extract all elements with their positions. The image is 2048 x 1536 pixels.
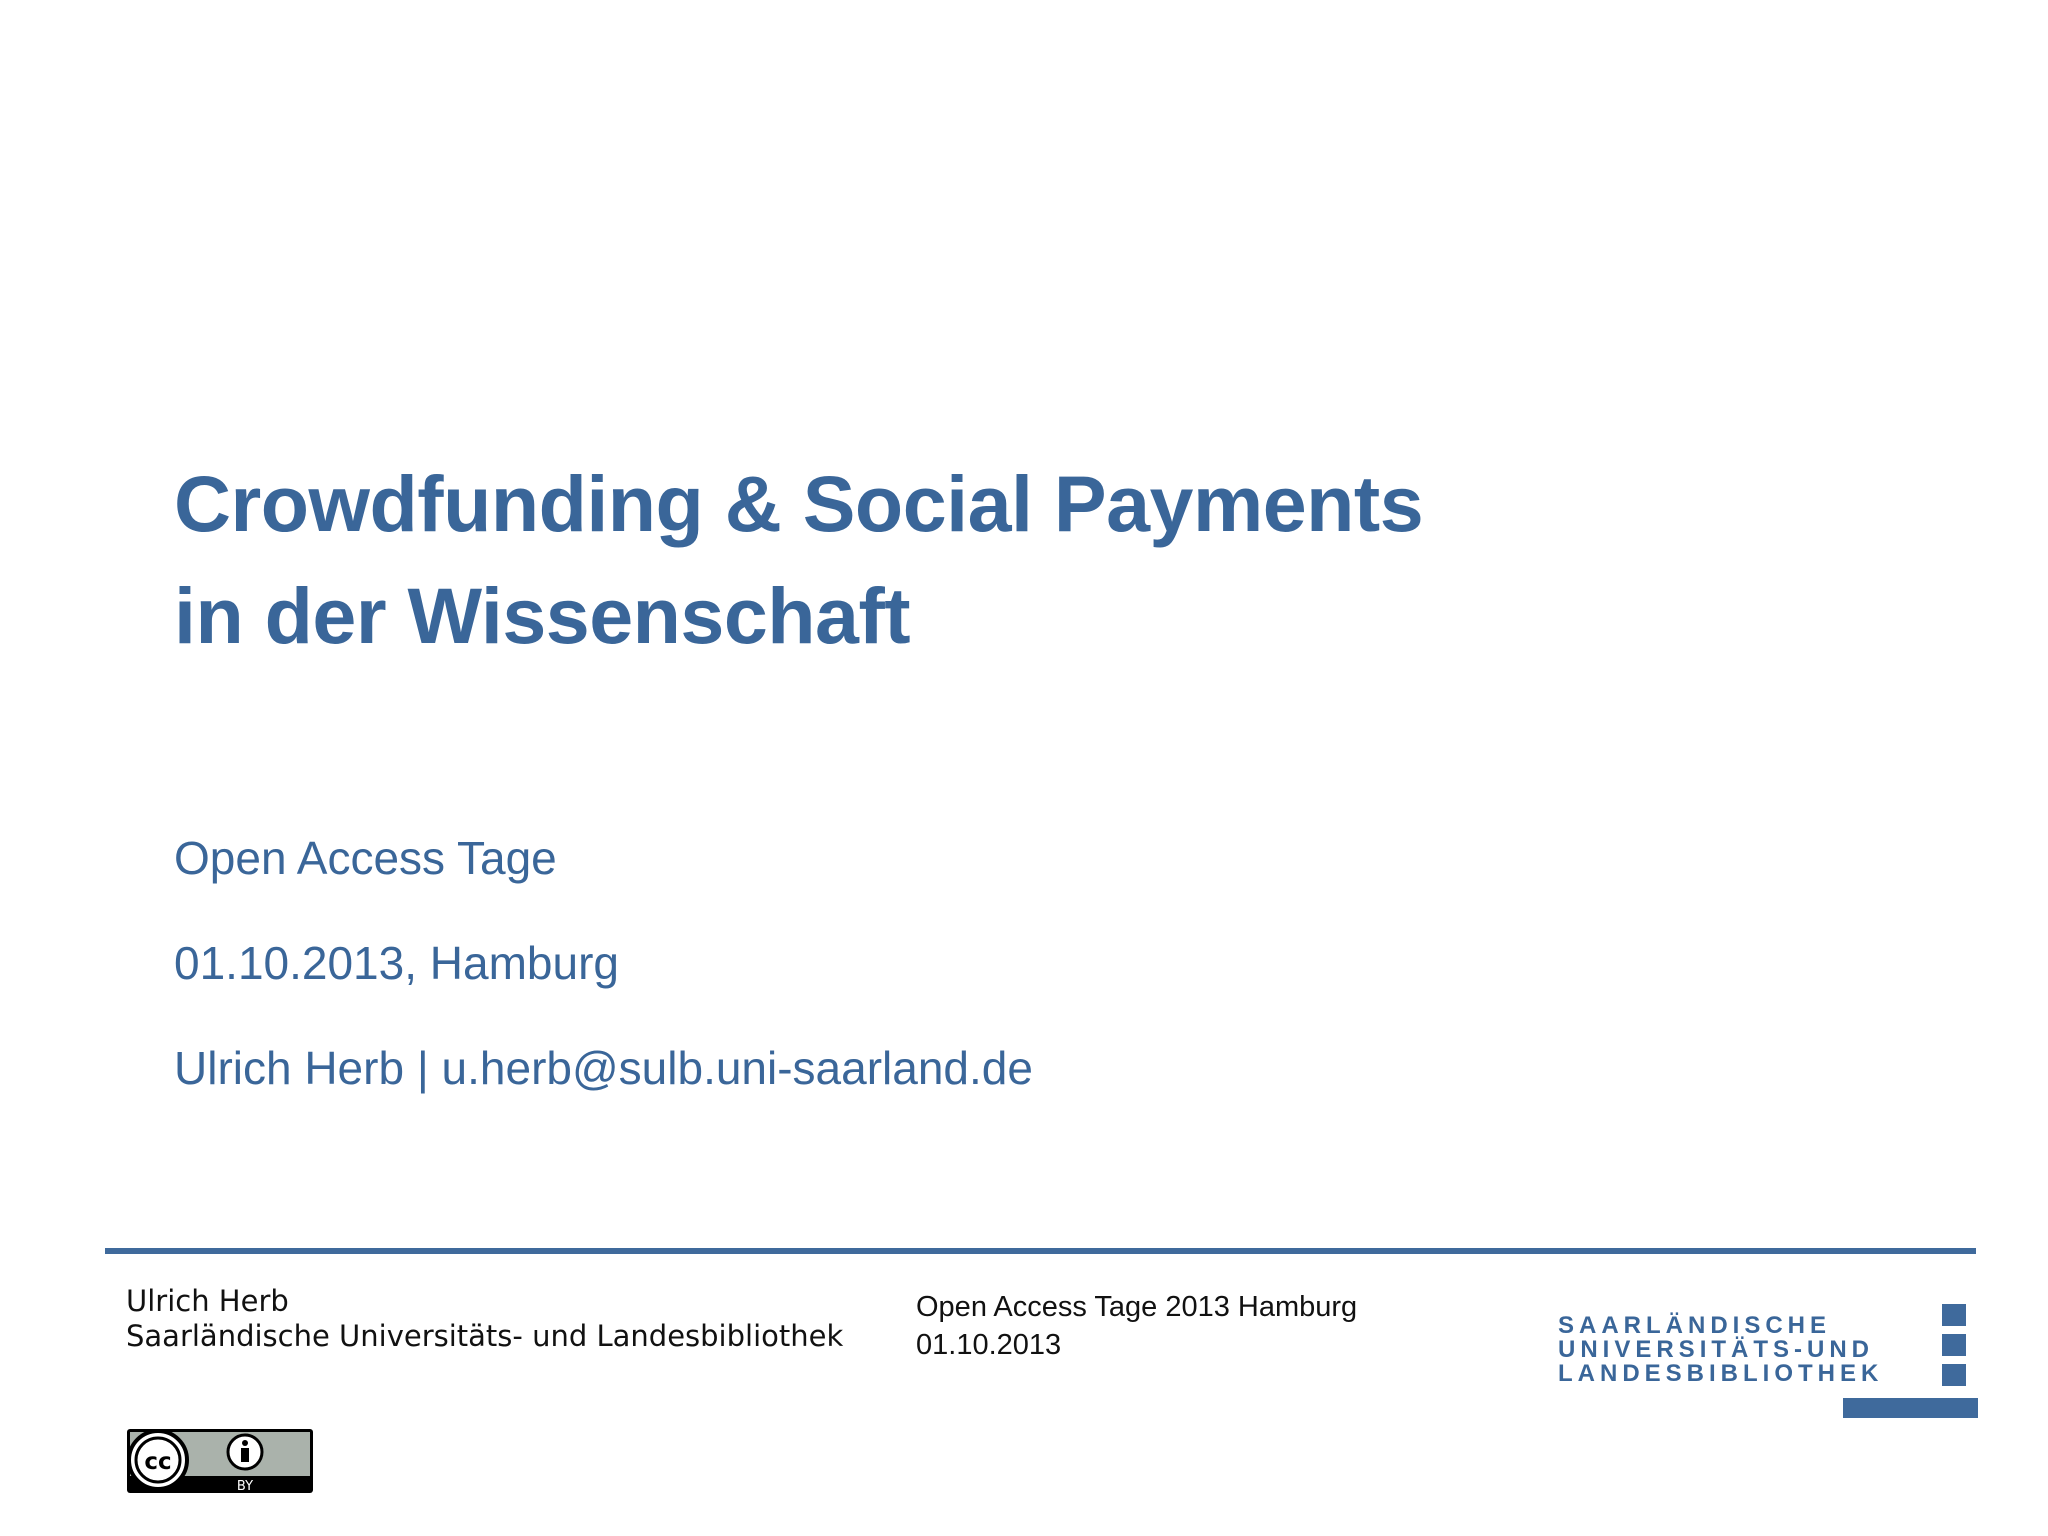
footer-author-name: Ulrich Herb <box>126 1284 289 1318</box>
footer-institution: Saarländische Universitäts- und Landesbibliothek <box>126 1319 844 1353</box>
svg-text:BY: BY <box>236 1479 254 1494</box>
footer-divider <box>105 1248 1976 1254</box>
event-date-place: 01.10.2013, Hamburg <box>174 937 619 989</box>
logo-line-2: UNIVERSITÄTS-UND <box>1558 1336 1875 1363</box>
author-contact: Ulrich Herb | u.herb@sulb.uni-saarland.de <box>174 1042 1033 1094</box>
logo-square-2 <box>1942 1334 1966 1356</box>
footer-event-block <box>916 1288 1357 1364</box>
logo-square-3 <box>1942 1364 1966 1386</box>
svg-text:cc: cc <box>144 1449 172 1475</box>
footer-event-date: 01.10.2013 <box>916 1329 1062 1361</box>
logo-line-3: LANDESBIBLIOTHEK <box>1558 1360 1884 1387</box>
event-name: Open Access Tage <box>174 832 557 884</box>
cc-by-icon <box>126 1428 314 1494</box>
title-line-1: Crowdfunding & Social Payments <box>174 459 1424 548</box>
footer-event-name: Open Access Tage 2013 Hamburg <box>916 1291 1358 1323</box>
cc-by-license-badge <box>126 1428 314 1494</box>
logo-base-bar <box>1843 1398 1978 1418</box>
footer-author-block <box>126 1284 843 1354</box>
logo-wordmark <box>1558 1314 1883 1386</box>
title-line-2: in der Wissenschaft <box>174 571 911 660</box>
logo-line-1: SAARLÄNDISCHE <box>1558 1312 1832 1339</box>
slide-title <box>174 448 1774 672</box>
logo-square-1 <box>1942 1304 1966 1326</box>
library-logo <box>1558 1304 1978 1418</box>
